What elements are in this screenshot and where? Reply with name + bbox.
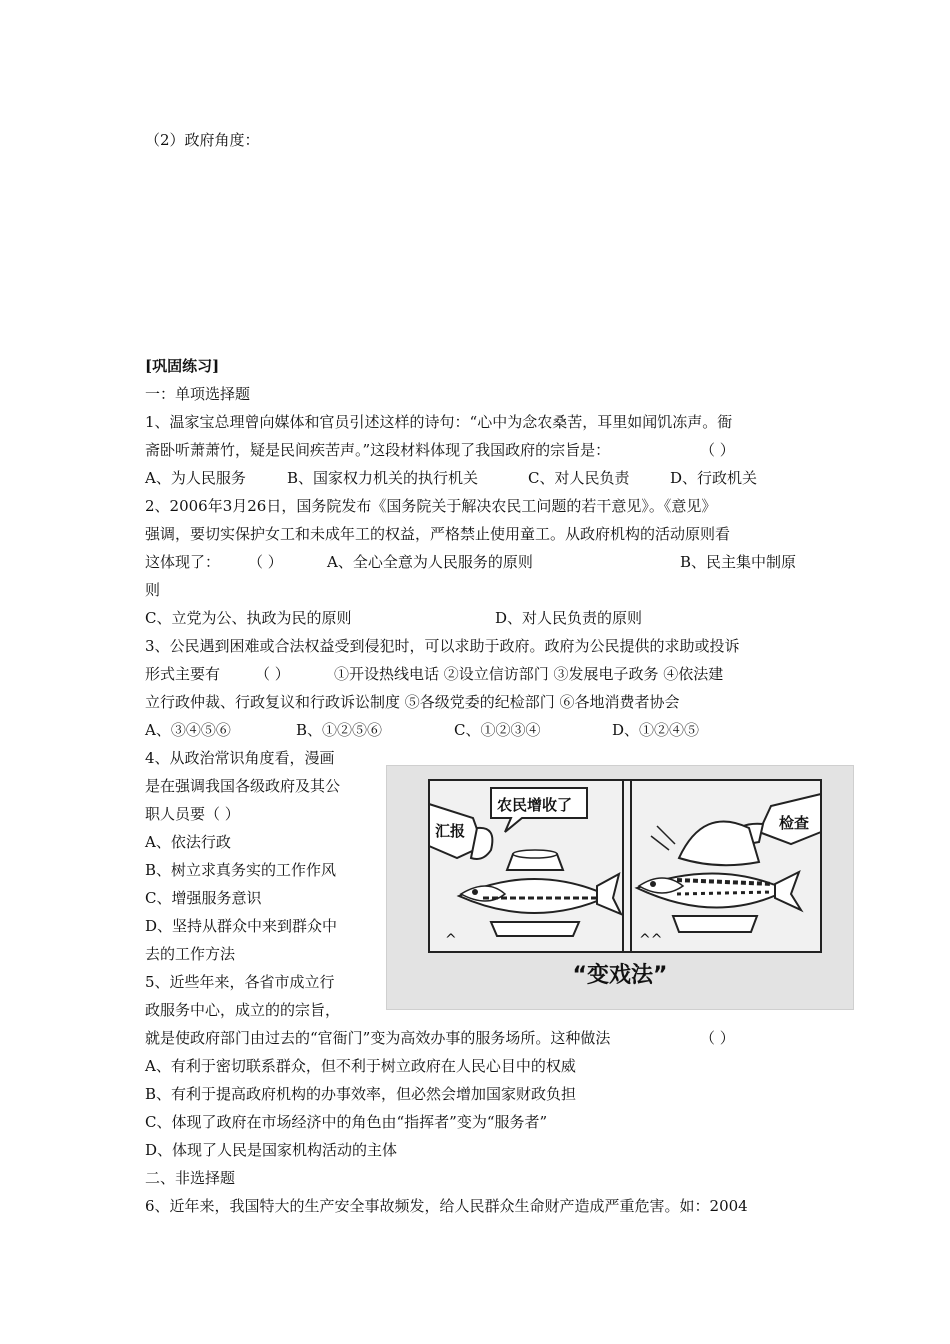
q3-option-c: C、①②③④ xyxy=(454,721,541,739)
section-heading-government-angle: （2）政府角度： xyxy=(145,131,260,149)
q1-option-b: B、国家权力机关的执行机关 xyxy=(287,469,479,487)
q3-option-b: B、①②⑤⑥ xyxy=(296,721,383,739)
q1-option-a: A、为人民服务 xyxy=(145,469,246,487)
q2-line2: 强调，要切实保护女工和未成年工的权益，严格禁止使用童工。从政府机构的活动原则看 xyxy=(145,525,731,543)
q5-option-d: D、体现了人民是国家机构活动的主体 xyxy=(145,1141,398,1159)
q1-option-c: C、对人民负责 xyxy=(528,469,630,487)
q2-option-b: B、民主集中制原 xyxy=(680,553,797,571)
svg-text:检查: 检查 xyxy=(779,814,810,832)
q5-line2: 政服务中心，成立的的宗旨， xyxy=(145,1001,341,1019)
section1-title: 一：单项选择题 xyxy=(145,385,251,403)
q3-option-d: D、①②④⑤ xyxy=(612,721,700,739)
q1-answer-blank: （ ） xyxy=(700,441,735,459)
q2-line4: 则 xyxy=(145,581,161,599)
q3-line2-suffix: ①开设热线电话 ②设立信访部门 ③发展电子政务 ④依法建 xyxy=(334,665,724,683)
cartoon-caption: “变戏法” xyxy=(572,963,668,988)
q5-option-c: C、体现了政府在市场经济中的角色由“指挥者”变为“服务者” xyxy=(145,1113,548,1131)
q4-option-b: B、树立求真务实的工作作风 xyxy=(145,861,337,879)
q2-line3-prefix: 这体现了： xyxy=(145,553,221,571)
q5-line1: 5、近些年来，各省市成立行 xyxy=(145,973,335,991)
svg-text:汇报: 汇报 xyxy=(435,822,466,840)
q3-option-a: A、③④⑤⑥ xyxy=(145,721,231,739)
q5-option-b: B、有利于提高政府机构的办事效率，但必然会增加国家财政负担 xyxy=(145,1085,577,1103)
q3-line1: 3、公民遇到困难或合法权益受到侵犯时，可以求助于政府。政府为公民提供的求助或投诉 xyxy=(145,637,740,655)
q1-option-d: D、行政机关 xyxy=(670,469,758,487)
q4-line2: 是在强调我国各级政府及其公 xyxy=(145,777,341,795)
svg-text:^^: ^^ xyxy=(639,932,663,948)
q1-line1: 1、温家宝总理曾向媒体和官员引述这样的诗句：“心中为念农桑苦，耳里如闻饥冻声。衙 xyxy=(145,413,733,431)
q4-option-a: A、依法行政 xyxy=(145,833,231,851)
q4-option-d-line1: D、坚持从群众中来到群众中 xyxy=(145,917,338,935)
q2-option-d: D、对人民负责的原则 xyxy=(495,609,643,627)
q4-option-d-line2: 去的工作方法 xyxy=(145,945,236,963)
cartoon-illustration xyxy=(386,765,854,1010)
q4-option-c: C、增强服务意识 xyxy=(145,889,262,907)
q1-line2: 斋卧听萧萧竹，疑是民间疾苦声。”这段材料体现了我国政府的宗旨是： xyxy=(145,441,611,459)
q5-option-a: A、有利于密切联系群众，但不利于树立政府在人民心目中的权威 xyxy=(145,1057,576,1075)
q4-line1: 4、从政治常识角度看，漫画 xyxy=(145,749,335,767)
svg-text:^: ^ xyxy=(445,932,457,948)
q6-line1: 6、近年来，我国特大的生产安全事故频发，给人民群众生命财产造成严重危害。如：2004 xyxy=(145,1197,748,1215)
q2-line1: 2、2006年3月26日，国务院发布《国务院关于解决农民工问题的若干意见》。《意见》 xyxy=(145,497,717,515)
q3-line3: 立行政仲裁、行政复议和行政诉讼制度 ⑤各级党委的纪检部门 ⑥各地消费者协会 xyxy=(145,693,680,711)
q5-line3: 就是使政府部门由过去的“官衙门”变为高效办事的服务场所。这种做法 xyxy=(145,1029,611,1047)
q5-answer-blank: （ ） xyxy=(700,1029,735,1047)
practice-title: [巩固练习] xyxy=(145,357,220,375)
q3-line2-prefix: 形式主要有 xyxy=(145,665,221,683)
q2-option-a: A、全心全意为人民服务的原则 xyxy=(327,553,533,571)
svg-text:农民增收了: 农民增收了 xyxy=(497,796,573,814)
q4-line3: 职人员要（ ） xyxy=(145,805,240,823)
q2-answer-blank: （ ） xyxy=(248,553,283,571)
section2-title: 二、非选择题 xyxy=(145,1169,236,1187)
q3-answer-blank: （ ） xyxy=(255,665,290,683)
q2-option-c: C、立党为公、执政为民的原则 xyxy=(145,609,352,627)
